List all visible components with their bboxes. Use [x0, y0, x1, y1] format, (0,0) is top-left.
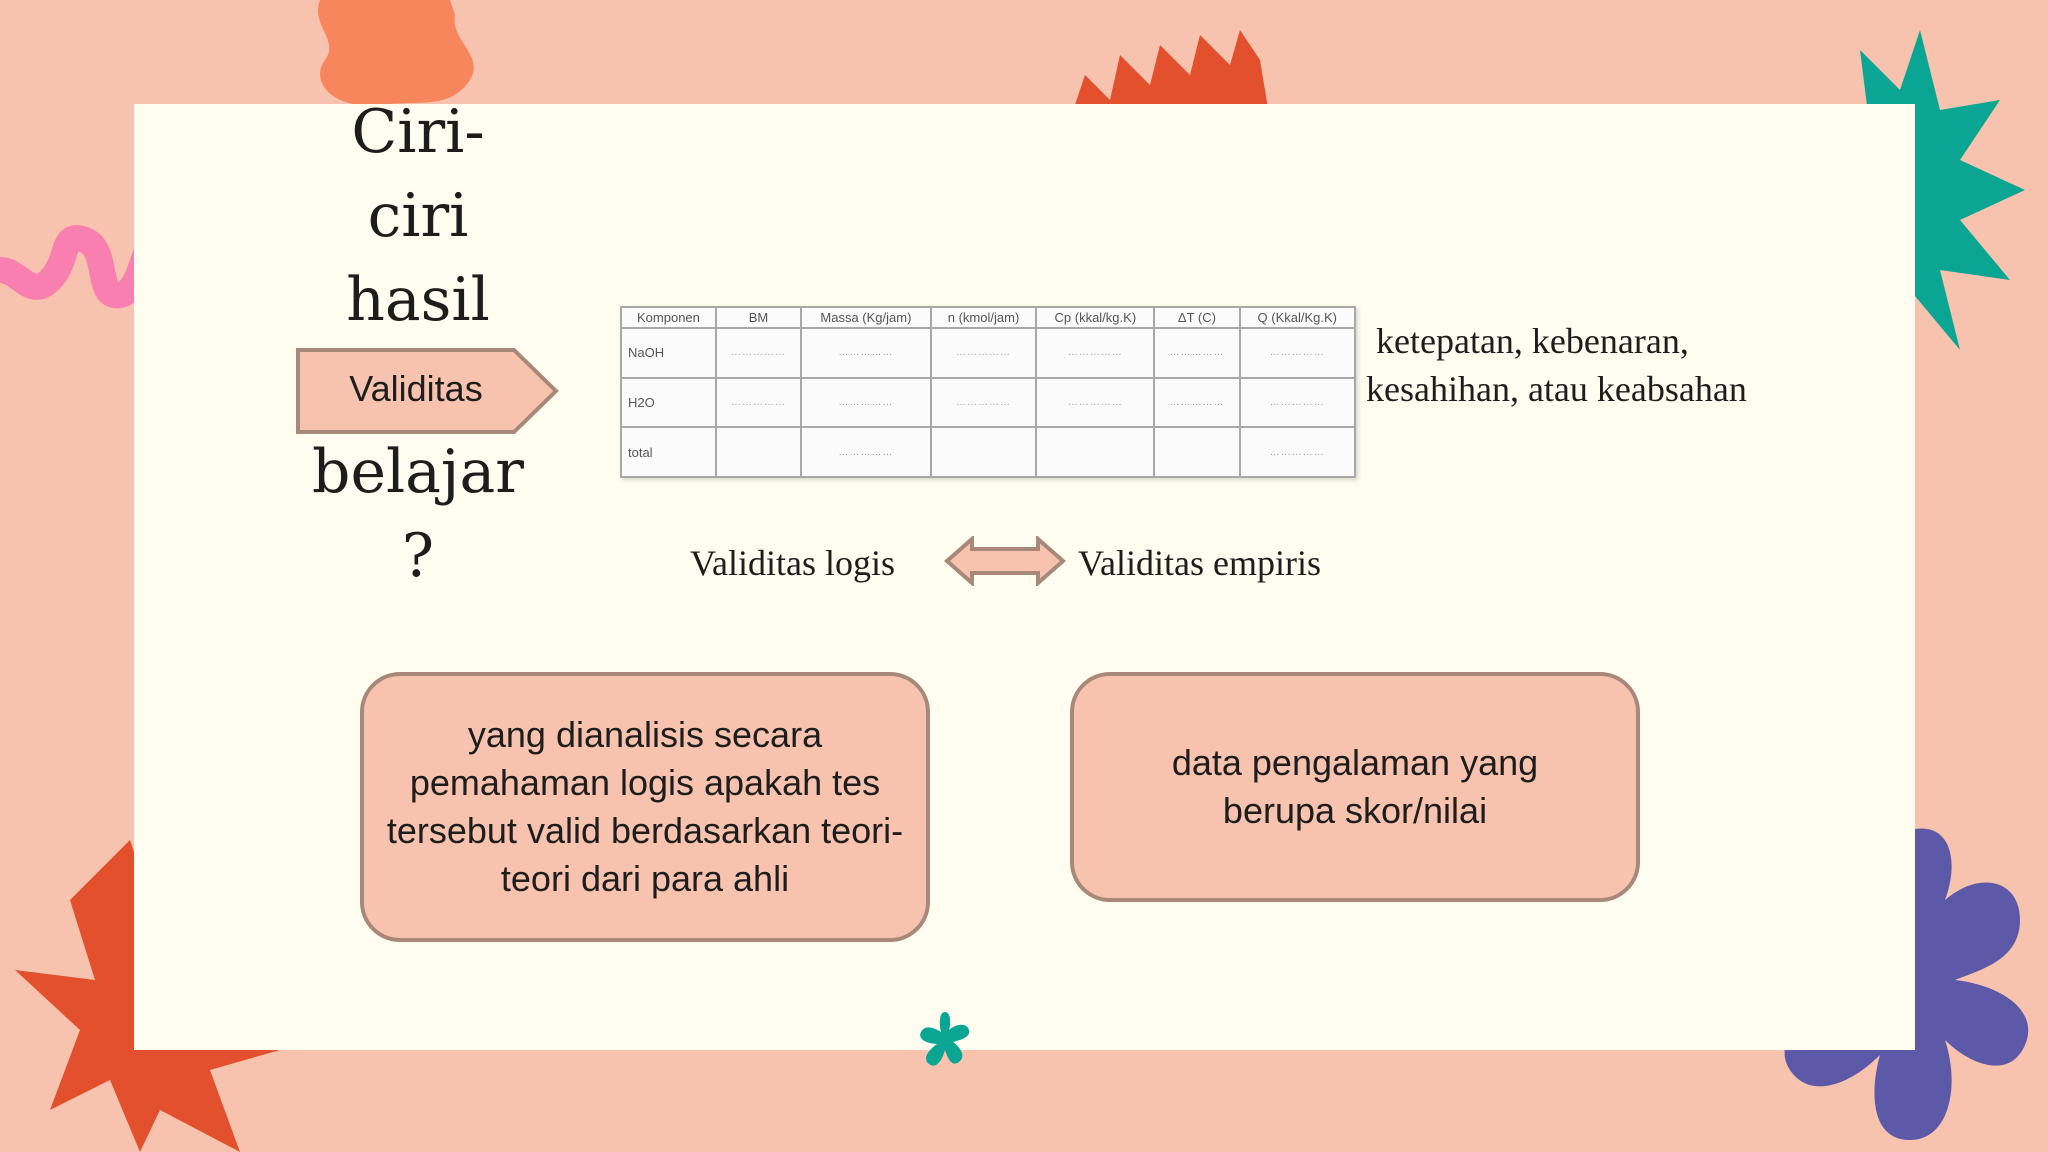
table-cell: NaOH: [621, 328, 716, 378]
validitas-empiris-label: Validitas empiris: [1078, 543, 1321, 583]
definition-line: kesahihan, atau keabsahan: [1366, 369, 1747, 409]
validitas-empiris-description: data pengalaman yang berupa skor/nilai: [1171, 742, 1539, 831]
double-arrow-icon: [944, 536, 1066, 586]
table-row: [621, 328, 1355, 378]
table-cell: ……………: [801, 378, 931, 428]
table-cell: ……………: [1154, 328, 1239, 378]
table-header-cell: Q (Kkal/Kg.K): [1240, 307, 1355, 328]
table-cell: ……………: [1240, 328, 1355, 378]
table-cell: [716, 427, 801, 477]
table-cell: ……………: [931, 378, 1037, 428]
table-cell: H2O: [621, 378, 716, 428]
table-row: [621, 427, 1355, 477]
table-cell: ……………: [801, 427, 931, 477]
energy-balance-table: [620, 306, 1356, 478]
table-header-row: [621, 307, 1355, 328]
table-cell: [1154, 427, 1239, 477]
table-cell: ……………: [1036, 328, 1154, 378]
table-header-cell: Komponen: [621, 307, 716, 328]
table-header-cell: n (kmol/jam): [931, 307, 1037, 328]
title-word: Ciri-: [351, 97, 485, 167]
table-cell: [931, 427, 1037, 477]
table-header-cell: Massa (Kg/jam): [801, 307, 931, 328]
validitas-logis-description: yang dianalisis secara pemahaman logis apakah tes tersebut valid berdasarkan teori-teori dari para ahli: [386, 714, 904, 899]
table-header-cell: BM: [716, 307, 801, 328]
table-cell: ……………: [1036, 378, 1154, 428]
table-cell: ……………: [931, 328, 1037, 378]
title-word: ?: [401, 521, 435, 591]
title-word: hasil: [346, 265, 490, 335]
table-header-cell: Cp (kkal/kg.K): [1036, 307, 1154, 328]
validitas-tag-label: Validitas: [349, 368, 483, 409]
table-row: [621, 378, 1355, 428]
small-teal-star-shape: [915, 1010, 975, 1072]
title-word: ciri: [367, 181, 469, 251]
table-cell: total: [621, 427, 716, 477]
table-cell: ……………: [1240, 427, 1355, 477]
validitas-empiris-description-box: [1070, 672, 1640, 902]
validitas-logis-label: Validitas logis: [690, 543, 895, 583]
table-cell: ……………: [1240, 378, 1355, 428]
title-word: belajar: [312, 437, 524, 507]
table-cell: ……………: [716, 328, 801, 378]
table-cell: ……………: [716, 378, 801, 428]
validitas-logis-description-box: [360, 672, 930, 942]
table-cell: ……………: [801, 328, 931, 378]
table-header-cell: ΔT (C): [1154, 307, 1239, 328]
table-cell: ……………: [1154, 378, 1239, 428]
table-cell: [1036, 427, 1154, 477]
definition-line: ketepatan, kebenaran,: [1376, 321, 1689, 361]
